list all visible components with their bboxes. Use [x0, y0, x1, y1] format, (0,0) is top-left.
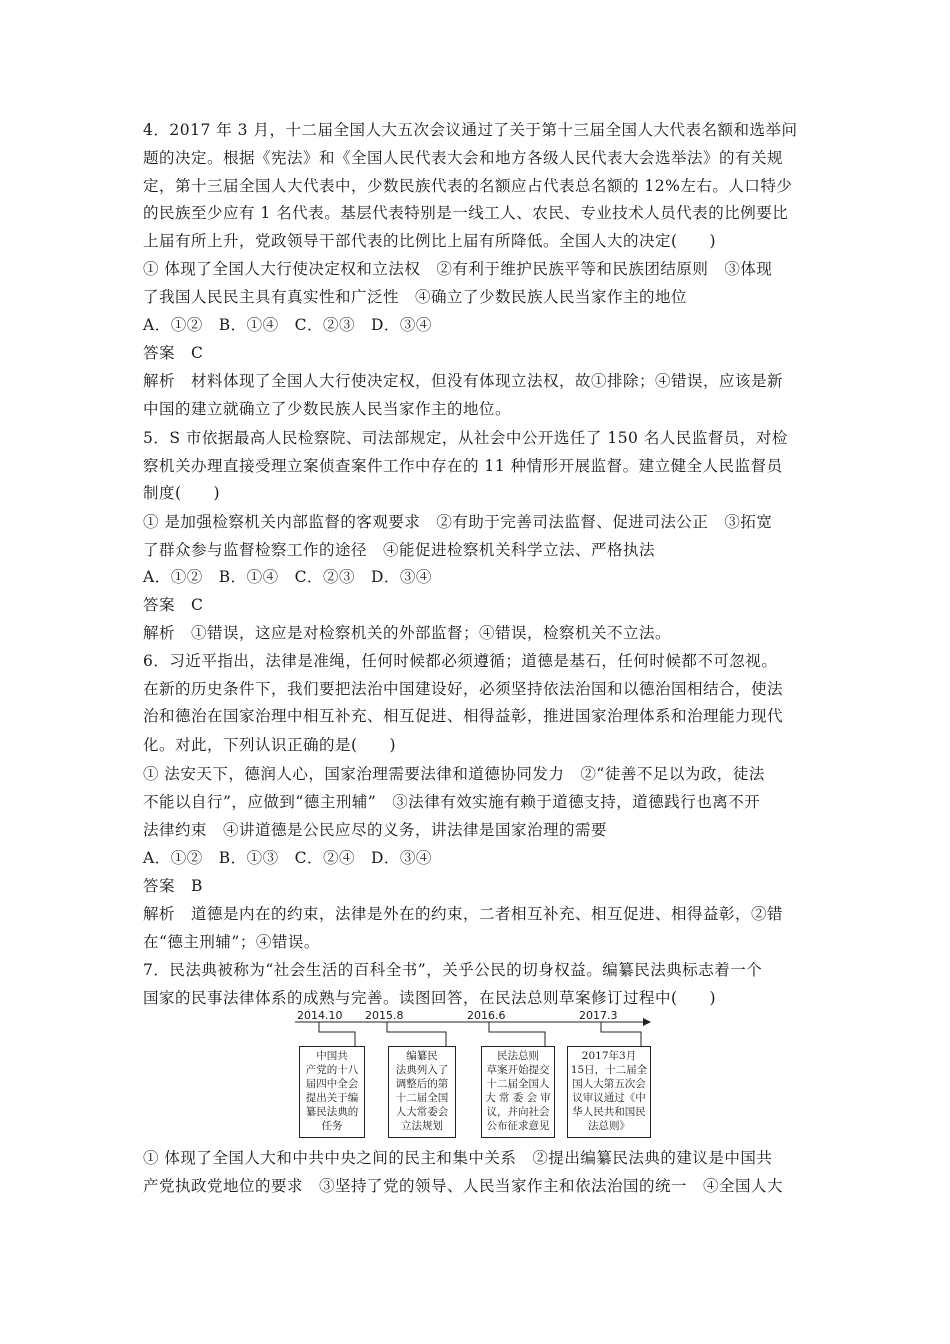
- timeline-event-box: [567, 1046, 651, 1138]
- timeline-date-label: 2015.8: [365, 1009, 404, 1022]
- text-line: 5．S 市依据最高人民检察院、司法部规定，从社会中公开选任了 150 名人民监督员，对检: [143, 429, 788, 447]
- text-line: 答案 B: [143, 877, 203, 895]
- timeline-event-text: 大 常 委 会 审: [485, 1092, 551, 1104]
- text-line: 解析 材料体现了全国人大行使决定权，但没有体现立法权，故①排除；④错误，应该是新: [143, 372, 784, 390]
- timeline-event-text: 法典列入了: [395, 1064, 449, 1076]
- text-line: 国家的民事法律体系的成熟与完善。读图回答，在民法总则草案修订过程中( ): [143, 989, 717, 1007]
- timeline-connector: [387, 1022, 446, 1046]
- timeline-event-text: 任务: [321, 1120, 343, 1132]
- text-line: 制度( ): [143, 484, 221, 502]
- text-line: A．①② B．①④ C．②③ D．③④: [143, 568, 432, 586]
- timeline-event-text: 公布征求意见: [486, 1120, 550, 1132]
- timeline-event-text: 法总则》: [588, 1120, 630, 1132]
- text-line: ① 法安天下，德润人心，国家治理需要法律和道德协同发力 ②“徒善不足以为政，徒法: [143, 765, 765, 783]
- timeline-event-text: 议审议通过《中: [572, 1092, 646, 1104]
- text-line: 在“德主刑辅”；④错误。: [143, 933, 320, 951]
- text-line: 了群众参与监督检察工作的途径 ④能促进检察机关科学立法、严格执法: [143, 541, 656, 559]
- text-line: 的民族至少应有 1 名代表。基层代表特别是一线工人、农民、专业技术人员代表的比例要比: [143, 204, 789, 222]
- text-line: 6．习近平指出，法律是准绳，任何时候都必须遵循；道德是基石，任何时候都不可忽视。: [143, 652, 778, 670]
- timeline-connector: [489, 1022, 545, 1046]
- timeline-event-text: 民法总则: [497, 1050, 539, 1062]
- text-line: 答案 C: [143, 344, 204, 362]
- timeline-date-label: 2014.10: [297, 1009, 343, 1022]
- timeline-event-text: 华人民共和国民: [572, 1106, 646, 1118]
- text-line: 4．2017 年 3 月，十二届全国人大五次会议通过了关于第十三届全国人大代表名额和选举问: [143, 121, 798, 139]
- text-line: 不能以自行”，应做到“德主刑辅” ③法律有效实施有赖于道德支持，道德践行也离不开: [143, 793, 761, 811]
- text-line: 定，第十三届全国人大代表中，少数民族代表的名额应占代表总名额的 12%左右。人口特少: [143, 177, 793, 195]
- text-line: 解析 ①错误，这应是对检察机关的外部监督；④错误，检察机关不立法。: [143, 624, 672, 642]
- text-line: 答案 C: [143, 596, 204, 614]
- timeline-event-box: [481, 1046, 555, 1138]
- text-line: 7．民法典被称为“社会生活的百科全书”，关乎公民的切身权益。编纂民法典标志着一个: [143, 961, 763, 979]
- text-line: A．①② B．①④ C．②③ D．③④: [143, 316, 432, 334]
- text-line: 法律约束 ④讲道德是公民应尽的义务，讲法律是国家治理的需要: [143, 821, 608, 839]
- timeline-event-text: 编纂民: [406, 1050, 438, 1062]
- timeline-date-label: 2016.6: [467, 1009, 506, 1022]
- timeline-event-text: 提出关于编: [305, 1092, 359, 1104]
- text-line: 中国的建立就确立了少数民族人民当家作主的地位。: [143, 400, 512, 418]
- text-line: ① 体现了全国人大和中共中央之间的民主和集中关系 ②提出编纂民法典的建议是中国共: [143, 1149, 773, 1167]
- timeline-event-text: 纂民法典的: [305, 1106, 359, 1118]
- timeline-event-text: 人大常委会: [395, 1106, 449, 1118]
- timeline-event-text: 立法规划: [401, 1120, 443, 1132]
- text-line: A．①② B．①③ C．②④ D．③④: [143, 849, 432, 867]
- timeline-event-text: 十二届全国: [395, 1092, 449, 1104]
- timeline-event-text: 议，并向社会: [486, 1106, 550, 1118]
- text-line: 治和德治在国家治理中相互补充、相互促进、相得益彰，推进国家治理体系和治理能力现代: [143, 707, 784, 725]
- timeline-event-box: [388, 1046, 456, 1138]
- timeline-connector: [319, 1022, 355, 1046]
- text-line: 上届有所上升，党政领导干部代表的比例比上届有所降低。全国人大的决定( ): [143, 232, 717, 250]
- text-line: ① 体现了全国人大行使决定权和立法权 ②有利于维护民族平等和民族团结原则 ③体现: [143, 260, 773, 278]
- timeline-event-text: 国人大第五次会: [572, 1078, 646, 1090]
- timeline-event-text: 草案开始提交: [486, 1064, 550, 1076]
- timeline-connector: [601, 1022, 641, 1046]
- timeline-event-text: 调整后的第: [395, 1078, 449, 1090]
- timeline-event-text: 十二届全国人: [486, 1078, 550, 1090]
- timeline-event-text: 中国共: [316, 1050, 348, 1062]
- text-line: 了我国人民民主具有真实性和广泛性 ④确立了少数民族人民当家作主的地位: [143, 288, 688, 306]
- text-line: 产党执政党地位的要求 ③坚持了党的领导、人民当家作主和依法治国的统一 ④全国人大: [143, 1177, 784, 1195]
- timeline-event-text: 15日，十二届全: [570, 1064, 648, 1076]
- text-line: 化。对此，下列认识正确的是( ): [143, 736, 397, 754]
- timeline-event-text: 产党的十八: [305, 1064, 359, 1076]
- text-line: 在新的历史条件下，我们要把法治中国建设好，必须坚持依法治国和以德治国相结合，使法: [143, 680, 784, 698]
- text-line: 解析 道德是内在的约束，法律是外在的约束，二者相互补充、相互促进、相得益彰，②错: [143, 905, 784, 923]
- timeline-event-text: 2017年3月: [581, 1050, 637, 1062]
- civil-code-timeline-figure: [295, 1010, 655, 1142]
- timeline-event-text: 届四中全会: [305, 1078, 359, 1090]
- text-line: ① 是加强检察机关内部监督的客观要求 ②有助于完善司法监督、促进司法公正 ③拓宽: [143, 513, 773, 531]
- timeline-date-label: 2017.3: [579, 1009, 618, 1022]
- timeline-event-box: [299, 1046, 365, 1138]
- text-line: 察机关办理直接受理立案侦查案件工作中存在的 11 种情形开展监督。建立健全人民监督员: [143, 457, 783, 475]
- text-line: 题的决定。根据《宪法》和《全国人民代表大会和地方各级人民代表大会选举法》的有关规: [143, 149, 784, 167]
